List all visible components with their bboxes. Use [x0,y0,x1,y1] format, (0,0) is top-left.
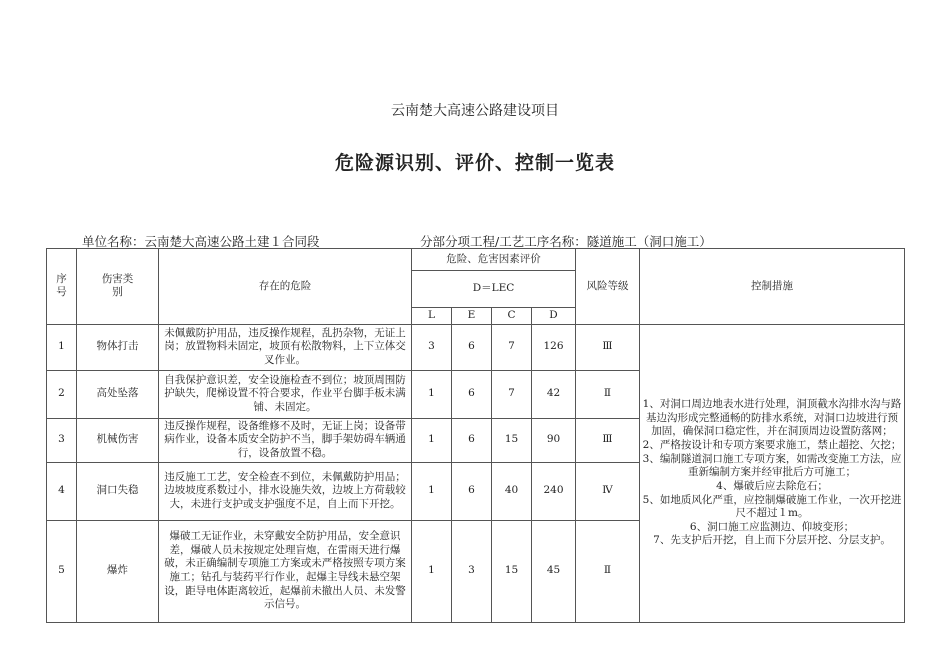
header-hazard: 存在的危险 [159,249,412,325]
row-no: 5 [47,520,77,622]
row-L: 3 [412,324,452,370]
row-level: Ⅱ [576,370,640,418]
row-E: 6 [452,370,492,418]
row-type: 机械伤害 [77,418,159,462]
row-level: Ⅱ [576,520,640,622]
row-hazard: 违反施工工艺，安全检查不到位，未佩戴防护用品；边坡坡度系数过小，排水设施失效，边坡上方荷载较大，未进行支护或支护强度不足，自上而下开挖。 [159,462,412,520]
row-C: 7 [492,370,532,418]
header-eval-group: 危险、危害因素评价 [412,249,576,271]
measure-item: 3、编制隧道洞口施工专项方案，如需改变施工方法，应重新编制方案并经审批后方可施工； [642,452,902,479]
row-level: Ⅲ [576,324,640,370]
row-D: 42 [532,370,576,418]
header-seq: 序号 [47,249,77,325]
subproject-name-label: 分部分项工程/工艺工序名称：隧道施工（洞口施工） [420,234,712,249]
project-name: 云南楚大高速公路建设项目 [391,103,559,119]
header-C: C [492,308,532,325]
row-E: 6 [452,324,492,370]
row-type: 高处坠落 [77,370,159,418]
header-risk-level: 风险等级 [576,249,640,325]
header-row-1 [47,249,905,271]
row-hazard: 爆破工无证作业，未穿戴安全防护用品，安全意识差，爆破人员未按规定处理盲炮，在雷雨天进行爆破，未正确编制专项施工方案或未严格按照专项方案施工；钻孔与装药平行作业，起爆主导线未悬空架设，距导电体距离较近，起爆前未撤出人员、未发警示信号。 [159,520,412,622]
row-L: 1 [412,462,452,520]
row-C: 15 [492,520,532,622]
row-L: 1 [412,418,452,462]
table-row [47,324,905,370]
row-no: 1 [47,324,77,370]
row-E: 6 [452,462,492,520]
row-no: 4 [47,462,77,520]
header-injury-type: 伤害类别 [77,249,159,325]
unit-name-label: 单位名称：云南楚大高速公路土建１合同段 [82,234,320,249]
measure-item: 2、严格按设计和专项方案要求施工，禁止超挖、欠挖； [642,439,902,451]
document-title: 危险源识别、评价、控制一览表 [334,152,615,174]
row-D: 126 [532,324,576,370]
row-L: 1 [412,370,452,418]
row-type: 洞口失稳 [77,462,159,520]
row-hazard: 未佩戴防护用品，违反操作规程，乱扔杂物，无证上岗；放置物料未固定，坡顶有松散物料，上下立体交叉作业。 [159,324,412,370]
control-measures-cell [640,324,905,622]
row-E: 3 [452,520,492,622]
row-C: 7 [492,324,532,370]
row-level: Ⅳ [576,462,640,520]
measure-item: 4、爆破后应去除危石； [716,479,828,492]
row-D: 240 [532,462,576,520]
header-E: E [452,308,492,325]
row-D: 90 [532,418,576,462]
row-L: 1 [412,520,452,622]
header-L: L [412,308,452,325]
row-type: 爆炸 [77,520,159,622]
row-C: 40 [492,462,532,520]
row-hazard: 违反操作规程，设备维修不及时，无证上岗；设备带病作业，设备本质安全防护不当，脚手架妨碍车辆通行，设备放置不稳。 [159,418,412,462]
measure-item: 5、如地质风化严重，应控制爆破施工作业，一次开挖进尺不超过１m。 [642,493,902,520]
header-measures: 控制措施 [640,249,905,325]
row-type: 物体打击 [77,324,159,370]
row-no: 3 [47,418,77,462]
row-no: 2 [47,370,77,418]
measure-item: 7、先支护后开挖，自上而下分层开挖、分层支护。 [653,534,891,547]
row-hazard: 自我保护意识差，安全设施检查不到位；坡顶周围防护缺失，爬梯设置不符合要求，作业平台脚手板未满铺、未固定。 [159,370,412,418]
measure-item: 1、对洞口周边地表水进行处理，洞顶截水沟排水沟与路基边沟形成完整通畅的防排水系统，对洞口边坡进行预加固，确保洞口稳定性，并在洞顶周边设置防落网； [642,398,902,438]
row-C: 15 [492,418,532,462]
row-D: 45 [532,520,576,622]
header-formula: D＝LEC [412,271,576,308]
header-D: D [532,308,576,325]
row-E: 6 [452,418,492,462]
hazard-table [46,248,905,623]
row-level: Ⅲ [576,418,640,462]
measure-item: 6、洞口施工应监测边、仰坡变形； [689,520,855,533]
